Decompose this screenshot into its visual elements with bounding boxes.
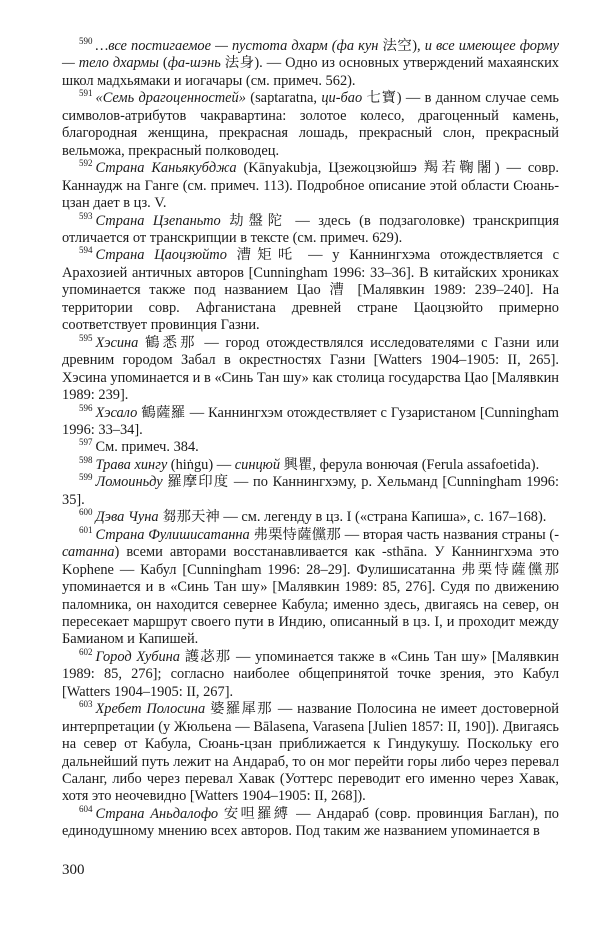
- footnote-text: 漕矩吒 — у Каннингхэма отождествляется с Арахозией античных авторов [Cunningham 1996: 33–36]. В китайских хрониках упоминается также под названием Цао 漕 [Малявкин 1989: 239–240]. На территории совр. Афганистана древней стране Цаоцзюйто примерно соответствует провинция Газни.: [62, 247, 559, 334]
- footnote-text: (saptaratna,: [245, 90, 322, 107]
- italic-term: ци-бао: [321, 90, 363, 107]
- footnote-text: 鶴薩羅 — Каннингхэм отождествляет с Гузаристаном [Cunningham 1996: 33–34].: [62, 404, 559, 438]
- italic-term: Город Хубина: [95, 648, 180, 665]
- footnote-596: [62, 402, 559, 440]
- footnote-number: 600: [79, 507, 93, 518]
- italic-term: фа кун: [336, 38, 379, 54]
- italic-term: -сатанна: [62, 526, 559, 561]
- italic-term: Страна Каньякубджа: [95, 160, 237, 177]
- footnote-text: 鶴悉那 — город отождествлялся исследователями с Газни или древним городом Забал в окрестностях Газни [Watters 1904–1905: II, 265]. Хэсина упоминается и в «Синь Тан шу» как столица государства Цао [Малявкин 1989: 239].: [62, 334, 559, 404]
- footnote-number: 604: [79, 803, 93, 814]
- footnote-602: [62, 646, 559, 701]
- footnote-597: [62, 439, 559, 456]
- italic-term: Страна Цзепаньто: [95, 212, 221, 229]
- footnote-text: 弗栗恃薩儻那 — вторая часть названия страны (: [249, 526, 555, 543]
- footnote-598: [62, 454, 559, 474]
- footnote-text: См. примеч. 384.: [95, 439, 199, 456]
- footnote-text: (: [158, 55, 168, 72]
- footnote-text: 護苾那 — упоминается также в «Синь Тан шу» [Малявкин 1989: 85, 276]; согласно наиболее общепринятой точке зрения, это Кабул [Watters 1904–1905: II, 267].: [62, 648, 559, 700]
- footnote-number: 596: [79, 402, 93, 413]
- italic-term: …все постигаемое — пустота дхарм (: [95, 38, 337, 54]
- footnote-603: [62, 701, 559, 806]
- footnote-number: 597: [79, 437, 93, 448]
- italic-term: Ломоиньду: [95, 474, 163, 491]
- footnote-590: [62, 38, 559, 90]
- italic-term: Страна Аньдалофо: [95, 805, 219, 822]
- footnote-604: [62, 803, 559, 841]
- italic-term: фа-шэнь: [167, 55, 221, 72]
- footnote-text: 七寶) — в данном случае семь символов-атрибутов чакравартина: золотое колесо, драгоценный камень, благородная женщина, прекрасная лошадь, прекрасный слон, прекрасный вельможа, прекрасный полководец.: [62, 90, 559, 159]
- footnote-number: 603: [79, 699, 93, 710]
- footnote-text: 婆羅犀那 — название Полосина не имеет достоверной интерпретации (у Жюльена — Bālasena, Varasena [Julien 1857: II, 190]). Двигаясь на север от Кабула, Сюань-цзан приближается к Гиндукушу. Поскольку его дальнейший путь лежит на Андараб, то он мог перейти горы либо через перевал Саланг, либо через перевал Хавак (Уоттерс переводит его именно через Хавак, хотя это неочевидно [Watters 1904–1905: II, 268]).: [62, 701, 559, 805]
- italic-term: Хэсина: [95, 334, 139, 351]
- footnote-text: 法身). — Одно из основных утверждений махаянских школ мадхьямаки и иогачары (см. примеч. 562).: [62, 55, 559, 89]
- footnote-number: 594: [79, 245, 93, 256]
- italic-term: Страна Фулишисатанна: [95, 526, 250, 543]
- footnote-593: [62, 210, 559, 248]
- footnote-594: [62, 247, 559, 334]
- footnote-text: ) всеми авторами восстанавливается как -sthāna. У Каннингхэма это Kophene — Кабул [Cunningham 1996: 28–29]. Фулишисатанна 弗栗恃薩儻那 упоминается и в «Синь Тан шу» [Малявкин 1989: 85, 276]. Судя по движению паломника, он находится севернее Кабула; именно здесь, двигаясь на север, он пересекает маршрут своего пути в Индию, описанный в цз. I, и проходит между Бамианом и Капишей.: [62, 544, 559, 648]
- footnote-text: 法空),: [378, 38, 425, 54]
- page-number: 300: [62, 861, 85, 878]
- footnote-592: [62, 160, 559, 212]
- footnote-text: 羅摩印度 — по Каннингхэму, р. Хельманд [Cunningham 1996: 35].: [62, 474, 559, 508]
- footnote-text: 興瞿, ферула вонючая (Ferula assafoetida).: [280, 456, 540, 473]
- footnote-text: 芻那天神 — см. легенду в цз. I («страна Капиша», с. 167–168).: [158, 509, 547, 526]
- italic-term: Трава хингу: [95, 456, 168, 473]
- footnote-number: 601: [79, 524, 93, 535]
- italic-term: Дэва Чуна: [95, 509, 159, 526]
- page-column: [62, 0, 559, 909]
- footnote-number: 595: [79, 332, 93, 343]
- footnote-text: (hiṅgu) —: [167, 456, 235, 473]
- footnote-591: [62, 90, 559, 160]
- footnote-595: [62, 332, 559, 405]
- italic-term: «Семь драгоценностей»: [95, 90, 246, 107]
- footnote-text: (Kānyakubja, Цзежоцзюйшэ 羯若鞠闍) — совр. Каннаудж на Ганге (см. примеч. 113). Подробное описание этой области Сюань-цзан дает в цз. V.: [62, 160, 559, 212]
- italic-term: Страна Цаоцзюйто: [95, 247, 227, 264]
- italic-term: и все имеющее форму — тело дхармы: [62, 38, 560, 72]
- footnote-number: 593: [79, 210, 93, 221]
- footnote-number: 599: [79, 472, 93, 483]
- footnote-601: [62, 524, 559, 649]
- footnotes: [62, 38, 559, 841]
- italic-term: синцюй: [234, 456, 281, 473]
- footnote-number: 592: [79, 158, 93, 169]
- footnote-599: [62, 474, 559, 509]
- footnote-text: 劫盤陀 — здесь (в подзаголовке) транскрипция отличается от транскрипции в тексте (см. примеч. 629).: [62, 212, 559, 246]
- footnote-number: 598: [79, 454, 93, 465]
- footnote-number: 590: [79, 36, 93, 46]
- italic-term: Хэсало: [95, 404, 138, 421]
- footnote-number: 591: [79, 88, 93, 99]
- footnote-600: [62, 509, 559, 526]
- footnote-text: 安呾羅縛 — Андараб (совр. провинция Баглан), по единодушному мнению всех авторов. Под таким же названием упоминается в: [62, 805, 559, 840]
- footnote-number: 602: [79, 646, 93, 657]
- italic-term: Хребет Полосина: [95, 701, 206, 718]
